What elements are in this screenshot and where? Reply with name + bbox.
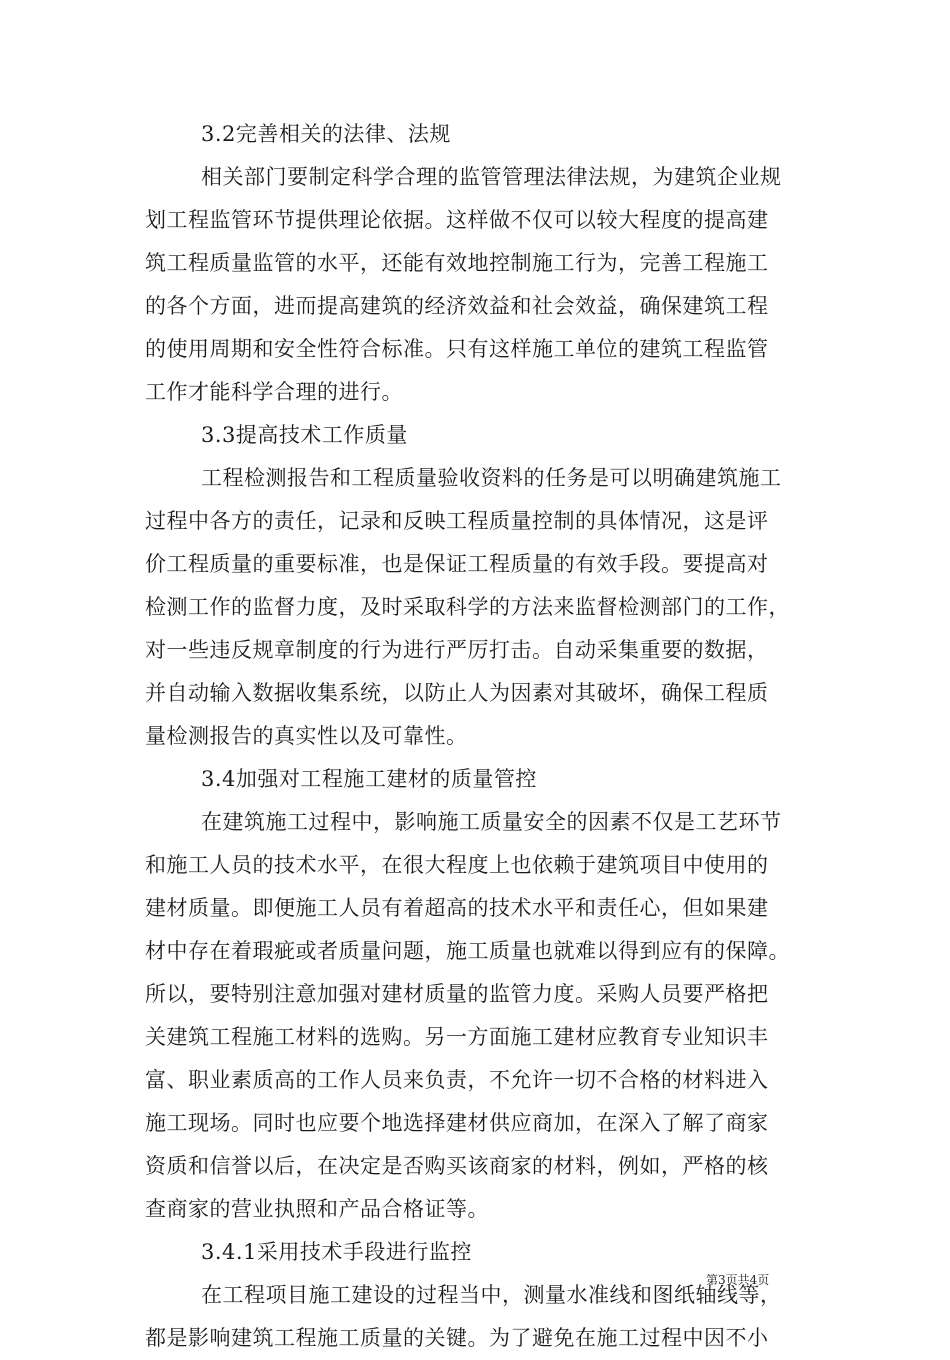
section-heading-3-3: 3.3提高技术工作质量 [201,423,408,447]
paragraph-line: 相关部门要制定科学合理的监管管理法律法规，为建筑企业规 [201,165,782,189]
paragraph-line: 量检测报告的真实性以及可靠性。 [145,724,468,748]
paragraph-line: 检测工作的监督力度，及时采取科学的方法来监督检测部门的工作， [145,595,790,619]
paragraph-line: 施工现场。同时也应要个地选择建材供应商加，在深入了解了商家 [145,1111,769,1135]
paragraph-line: 工程检测报告和工程质量验收资料的任务是可以明确建筑施工 [201,466,782,490]
paragraph-line: 材中存在着瑕疵或者质量问题，施工质量也就难以得到应有的保障。 [145,939,790,963]
paragraph-line: 建材质量。即便施工人员有着超高的技术水平和责任心，但如果建 [145,896,769,920]
page-number-footer: 第3页共4页 [706,1273,770,1287]
paragraph-line: 划工程监管环节提供理论依据。这样做不仅可以较大程度的提高建 [145,208,769,232]
paragraph-line: 并自动输入数据收集系统，以防止人为因素对其破坏，确保工程质 [145,681,769,705]
paragraph-line: 在工程项目施工建设的过程当中，测量水准线和图纸轴线等， [201,1283,782,1307]
paragraph-line: 关建筑工程施工材料的选购。另一方面施工建材应教育专业知识丰 [145,1025,769,1049]
paragraph-line: 查商家的营业执照和产品合格证等。 [145,1197,489,1221]
paragraph-line: 和施工人员的技术水平，在很大程度上也依赖于建筑项目中使用的 [145,853,769,877]
section-heading-3-2: 3.2完善相关的法律、法规 [201,122,451,146]
paragraph-line: 在建筑施工过程中，影响施工质量安全的因素不仅是工艺环节 [201,810,782,834]
paragraph-line: 工作才能科学合理的进行。 [145,380,403,404]
section-heading-3-4: 3.4加强对工程施工建材的质量管控 [201,767,537,791]
document-body [145,113,813,1360]
paragraph-line: 筑工程质量监管的水平，还能有效地控制施工行为，完善工程施工 [145,251,769,275]
paragraph-line: 对一些违反规章制度的行为进行严厉打击。自动采集重要的数据， [145,638,769,662]
paragraph-line: 的使用周期和安全性符合标准。只有这样施工单位的建筑工程监管 [145,337,769,361]
paragraph-line: 过程中各方的责任，记录和反映工程质量控制的具体情况，这是评 [145,509,769,533]
paragraph-line: 的各个方面，进而提高建筑的经济效益和社会效益，确保建筑工程 [145,294,769,318]
paragraph-line: 所以，要特别注意加强对建材质量的监管力度。采购人员要严格把 [145,982,769,1006]
paragraph-line: 富、职业素质高的工作人员来负责，不允许一切不合格的材料进入 [145,1068,769,1092]
paragraph-line: 价工程质量的重要标准，也是保证工程质量的有效手段。要提高对 [145,552,769,576]
paragraph-line: 资质和信誉以后，在决定是否购买该商家的材料，例如，严格的核 [145,1154,769,1178]
section-heading-3-4-1: 3.4.1采用技术手段进行监控 [201,1240,472,1264]
paragraph-line: 都是影响建筑工程施工质量的关键。为了避免在施工过程中因不小 [145,1326,769,1350]
